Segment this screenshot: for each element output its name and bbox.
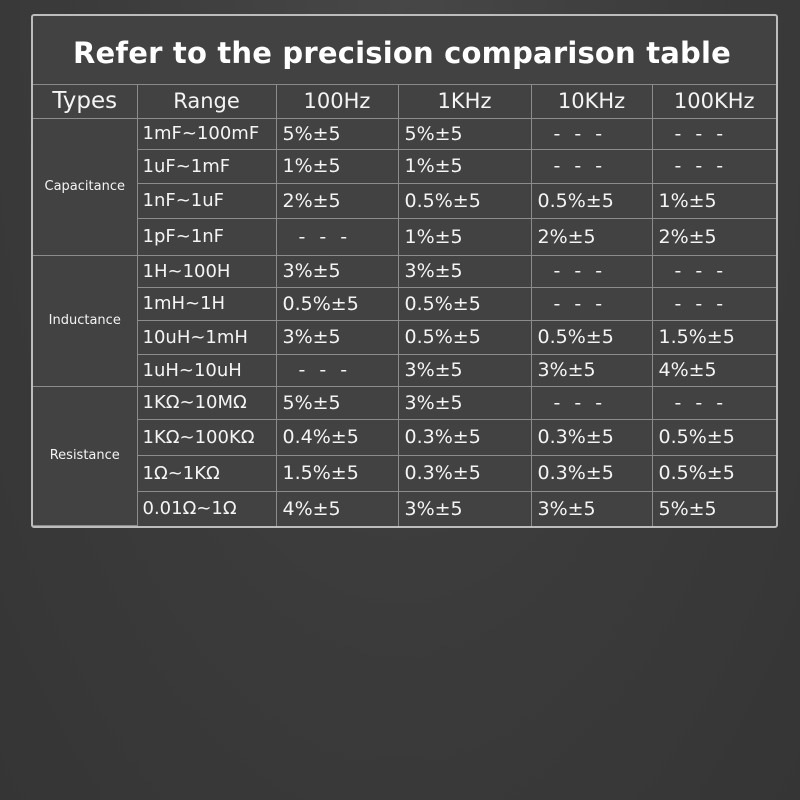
10khz-cell: - - - xyxy=(531,255,652,287)
range-cell: 0.01Ω~1Ω xyxy=(137,491,276,525)
1khz-cell: 5%±5 xyxy=(398,118,531,149)
precision-table xyxy=(33,85,776,526)
range-cell: 1KΩ~10MΩ xyxy=(137,386,276,419)
1khz-cell: 3%±5 xyxy=(398,491,531,525)
100khz-cell: - - - xyxy=(652,118,776,149)
100hz-cell: 0.5%±5 xyxy=(276,287,398,320)
100hz-cell: 3%±5 xyxy=(276,320,398,354)
column-header-1khz: 1KHz xyxy=(398,85,531,118)
column-header-100hz: 100Hz xyxy=(276,85,398,118)
table-row xyxy=(33,491,776,525)
100hz-cell: 3%±5 xyxy=(276,255,398,287)
table-row xyxy=(33,419,776,455)
table-row xyxy=(33,287,776,320)
precision-table-panel xyxy=(31,14,778,528)
10khz-cell: 0.5%±5 xyxy=(531,320,652,354)
100hz-cell: 5%±5 xyxy=(276,386,398,419)
type-cell-inductance: Inductance xyxy=(33,255,137,386)
table-header-row xyxy=(33,85,776,118)
column-header-types: Types xyxy=(33,85,137,118)
1khz-cell: 0.5%±5 xyxy=(398,320,531,354)
table-row xyxy=(33,183,776,218)
100khz-cell: 1%±5 xyxy=(652,183,776,218)
1khz-cell: 0.5%±5 xyxy=(398,183,531,218)
10khz-cell: - - - xyxy=(531,386,652,419)
range-cell: 1H~100H xyxy=(137,255,276,287)
10khz-cell: - - - xyxy=(531,149,652,183)
type-cell-resistance: Resistance xyxy=(33,386,137,525)
100khz-cell: 0.5%±5 xyxy=(652,419,776,455)
100khz-cell: - - - xyxy=(652,287,776,320)
range-cell: 1Ω~1KΩ xyxy=(137,455,276,491)
10khz-cell: 0.5%±5 xyxy=(531,183,652,218)
100hz-cell: 1%±5 xyxy=(276,149,398,183)
table-row xyxy=(33,320,776,354)
100hz-cell: 0.4%±5 xyxy=(276,419,398,455)
100khz-cell: - - - xyxy=(652,255,776,287)
10khz-cell: - - - xyxy=(531,118,652,149)
table-row xyxy=(33,455,776,491)
1khz-cell: 3%±5 xyxy=(398,255,531,287)
100khz-cell: 1.5%±5 xyxy=(652,320,776,354)
table-row xyxy=(33,354,776,386)
range-cell: 1pF~1nF xyxy=(137,218,276,255)
1khz-cell: 1%±5 xyxy=(398,149,531,183)
100khz-cell: 5%±5 xyxy=(652,491,776,525)
10khz-cell: 3%±5 xyxy=(531,491,652,525)
range-cell: 10uH~1mH xyxy=(137,320,276,354)
table-row xyxy=(33,386,776,419)
1khz-cell: 0.5%±5 xyxy=(398,287,531,320)
1khz-cell: 1%±5 xyxy=(398,218,531,255)
100hz-cell: 2%±5 xyxy=(276,183,398,218)
range-cell: 1mH~1H xyxy=(137,287,276,320)
100khz-cell: - - - xyxy=(652,149,776,183)
1khz-cell: 3%±5 xyxy=(398,354,531,386)
100hz-cell: 1.5%±5 xyxy=(276,455,398,491)
100khz-cell: 4%±5 xyxy=(652,354,776,386)
100hz-cell: - - - xyxy=(276,354,398,386)
type-cell-capacitance: Capacitance xyxy=(33,118,137,255)
column-header-100khz: 100KHz xyxy=(652,85,776,118)
table-row xyxy=(33,118,776,149)
page-title: Refer to the precision comparison table xyxy=(73,36,731,70)
100khz-cell: 2%±5 xyxy=(652,218,776,255)
table-row xyxy=(33,255,776,287)
column-header-range: Range xyxy=(137,85,276,118)
range-cell: 1mF~100mF xyxy=(137,118,276,149)
table-body xyxy=(33,118,776,526)
1khz-cell: 3%±5 xyxy=(398,386,531,419)
100hz-cell: 4%±5 xyxy=(276,491,398,525)
100khz-cell: 0.5%±5 xyxy=(652,455,776,491)
10khz-cell: 0.3%±5 xyxy=(531,419,652,455)
table-row xyxy=(33,218,776,255)
table-row xyxy=(33,149,776,183)
range-cell: 1uF~1mF xyxy=(137,149,276,183)
100hz-cell: 5%±5 xyxy=(276,118,398,149)
1khz-cell: 0.3%±5 xyxy=(398,455,531,491)
10khz-cell: - - - xyxy=(531,287,652,320)
range-cell: 1KΩ~100KΩ xyxy=(137,419,276,455)
100hz-cell: - - - xyxy=(276,218,398,255)
100khz-cell: - - - xyxy=(652,386,776,419)
range-cell: 1uH~10uH xyxy=(137,354,276,386)
column-header-10khz: 10KHz xyxy=(531,85,652,118)
10khz-cell: 3%±5 xyxy=(531,354,652,386)
range-cell: 1nF~1uF xyxy=(137,183,276,218)
10khz-cell: 2%±5 xyxy=(531,218,652,255)
10khz-cell: 0.3%±5 xyxy=(531,455,652,491)
1khz-cell: 0.3%±5 xyxy=(398,419,531,455)
